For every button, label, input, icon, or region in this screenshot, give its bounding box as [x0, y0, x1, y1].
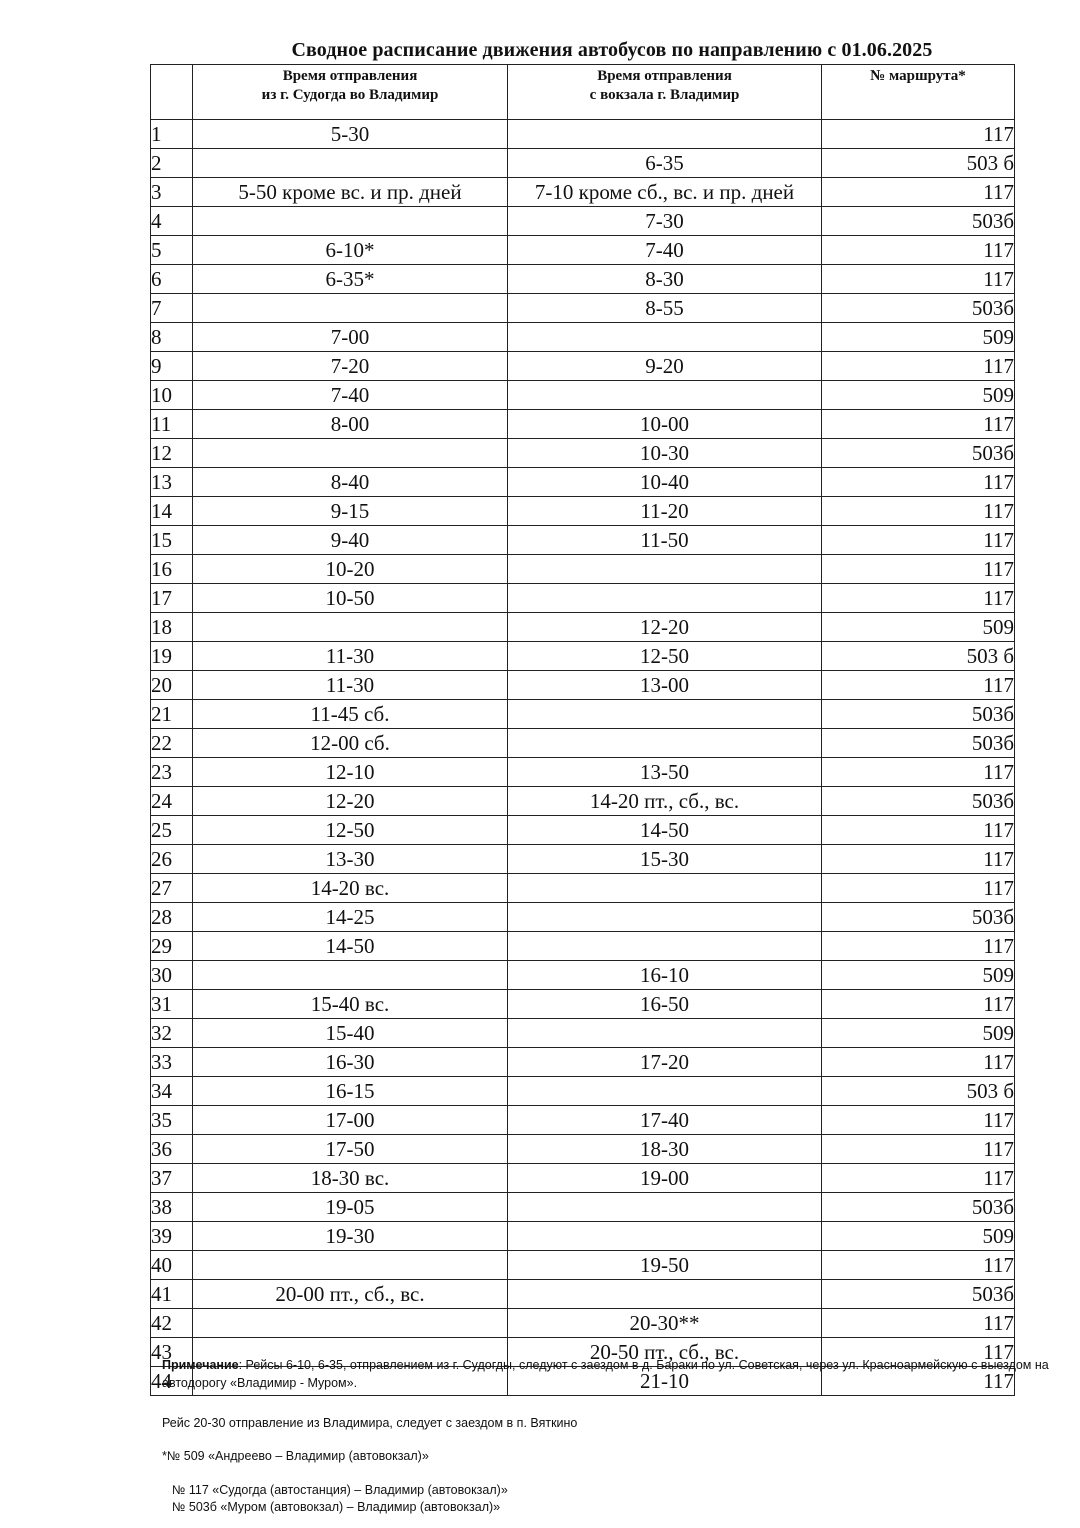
cell-from-sudogda: 5-30	[193, 120, 508, 149]
cell-route: 509	[822, 613, 1015, 642]
table-row	[151, 1222, 1015, 1251]
cell-route: 117	[822, 120, 1015, 149]
cell-route: 503б	[822, 729, 1015, 758]
cell-route: 117	[822, 1367, 1015, 1396]
header-from-vladimir-line1: Время отправления	[597, 68, 732, 84]
cell-from-sudogda: 10-50	[193, 584, 508, 613]
table-row	[151, 149, 1015, 178]
cell-from-sudogda: 11-30	[193, 671, 508, 700]
cell-from-vladimir: 20-50 пт., сб., вс.	[508, 1338, 822, 1367]
cell-from-sudogda	[193, 613, 508, 642]
cell-route: 509	[822, 323, 1015, 352]
note-text: : Рейсы 6-10, 6-35, отправлением из г. Судогды, следуют с заездом в д. Бараки по ул. Советская, через ул. Красноармейскую с выездом на автодорогу «Владимир - Муром».	[162, 1358, 1049, 1390]
cell-from-sudogda: 20-00 пт., сб., вс.	[193, 1280, 508, 1309]
cell-from-vladimir	[508, 874, 822, 903]
cell-route: 117	[822, 671, 1015, 700]
cell-num: 21	[151, 700, 193, 729]
table-row	[151, 700, 1015, 729]
cell-from-vladimir: 20-30**	[508, 1309, 822, 1338]
cell-from-sudogda: 8-40	[193, 468, 508, 497]
cell-from-vladimir: 10-40	[508, 468, 822, 497]
cell-route: 503 б	[822, 149, 1015, 178]
cell-route: 117	[822, 1164, 1015, 1193]
cell-route: 503б	[822, 439, 1015, 468]
cell-route: 503б	[822, 700, 1015, 729]
table-row	[151, 1048, 1015, 1077]
cell-num: 1	[151, 120, 193, 149]
cell-from-vladimir: 10-00	[508, 410, 822, 439]
cell-route: 117	[822, 990, 1015, 1019]
table-row	[151, 613, 1015, 642]
cell-from-vladimir	[508, 700, 822, 729]
cell-num: 34	[151, 1077, 193, 1106]
cell-from-vladimir: 14-50	[508, 816, 822, 845]
cell-num: 25	[151, 816, 193, 845]
cell-from-sudogda: 16-15	[193, 1077, 508, 1106]
cell-from-vladimir	[508, 1222, 822, 1251]
cell-from-sudogda: 14-50	[193, 932, 508, 961]
header-route: № маршрута*	[822, 65, 1015, 120]
cell-route: 117	[822, 410, 1015, 439]
table-row	[151, 1077, 1015, 1106]
cell-route: 117	[822, 265, 1015, 294]
cell-from-vladimir	[508, 729, 822, 758]
cell-from-sudogda: 15-40	[193, 1019, 508, 1048]
cell-num: 14	[151, 497, 193, 526]
note-villages	[162, 1356, 1062, 1392]
cell-num: 26	[151, 845, 193, 874]
table-row	[151, 874, 1015, 903]
table-row	[151, 990, 1015, 1019]
cell-from-sudogda	[193, 149, 508, 178]
cell-route: 117	[822, 874, 1015, 903]
cell-from-sudogda: 12-20	[193, 787, 508, 816]
cell-route: 117	[822, 526, 1015, 555]
cell-from-sudogda: 15-40 вс.	[193, 990, 508, 1019]
cell-num: 3	[151, 178, 193, 207]
cell-num: 19	[151, 642, 193, 671]
table-row	[151, 178, 1015, 207]
table-row	[151, 265, 1015, 294]
table-row	[151, 555, 1015, 584]
cell-route: 117	[822, 845, 1015, 874]
cell-from-vladimir: 15-30	[508, 845, 822, 874]
cell-num: 41	[151, 1280, 193, 1309]
schedule-table	[150, 64, 1015, 1396]
cell-from-sudogda: 17-00	[193, 1106, 508, 1135]
schedule-body	[151, 120, 1015, 1396]
cell-route: 117	[822, 352, 1015, 381]
table-row	[151, 816, 1015, 845]
table-row	[151, 932, 1015, 961]
table-row	[151, 1251, 1015, 1280]
cell-from-vladimir	[508, 932, 822, 961]
cell-num: 29	[151, 932, 193, 961]
cell-route: 503 б	[822, 642, 1015, 671]
table-header-row	[151, 65, 1015, 120]
cell-from-sudogda: 6-35*	[193, 265, 508, 294]
cell-num: 13	[151, 468, 193, 497]
cell-route: 503 б	[822, 1077, 1015, 1106]
table-row	[151, 120, 1015, 149]
cell-from-vladimir: 13-50	[508, 758, 822, 787]
route-legend-509: *№ 509 «Андреево – Владимир (автовокзал)»	[162, 1449, 429, 1463]
cell-num: 18	[151, 613, 193, 642]
table-row	[151, 1193, 1015, 1222]
cell-from-vladimir: 12-50	[508, 642, 822, 671]
cell-from-sudogda: 13-30	[193, 845, 508, 874]
cell-route: 509	[822, 961, 1015, 990]
cell-from-vladimir: 16-10	[508, 961, 822, 990]
cell-from-vladimir	[508, 1077, 822, 1106]
cell-from-sudogda: 14-25	[193, 903, 508, 932]
cell-num: 9	[151, 352, 193, 381]
cell-from-vladimir: 8-55	[508, 294, 822, 323]
table-row	[151, 381, 1015, 410]
cell-num: 27	[151, 874, 193, 903]
cell-route: 117	[822, 816, 1015, 845]
table-row	[151, 758, 1015, 787]
cell-num: 43	[151, 1338, 193, 1367]
cell-route: 117	[822, 758, 1015, 787]
cell-route: 117	[822, 178, 1015, 207]
cell-route: 117	[822, 932, 1015, 961]
cell-from-vladimir: 14-20 пт., сб., вс.	[508, 787, 822, 816]
cell-from-vladimir	[508, 1193, 822, 1222]
table-row	[151, 236, 1015, 265]
cell-from-vladimir	[508, 1280, 822, 1309]
cell-num: 22	[151, 729, 193, 758]
cell-from-sudogda: 8-00	[193, 410, 508, 439]
header-from-vladimir	[508, 65, 822, 120]
cell-num: 8	[151, 323, 193, 352]
cell-route: 509	[822, 1222, 1015, 1251]
cell-num: 4	[151, 207, 193, 236]
cell-from-vladimir	[508, 120, 822, 149]
cell-route: 503б	[822, 294, 1015, 323]
cell-route: 117	[822, 1135, 1015, 1164]
cell-num: 5	[151, 236, 193, 265]
route-legend-117: № 117 «Судогда (автостанция) – Владимир (автовокзал)»	[172, 1483, 508, 1497]
cell-from-vladimir	[508, 903, 822, 932]
cell-from-vladimir: 7-30	[508, 207, 822, 236]
cell-from-sudogda: 7-00	[193, 323, 508, 352]
cell-from-vladimir: 19-00	[508, 1164, 822, 1193]
cell-num: 33	[151, 1048, 193, 1077]
cell-from-vladimir: 11-20	[508, 497, 822, 526]
table-row	[151, 1164, 1015, 1193]
table-row	[151, 439, 1015, 468]
cell-route: 503б	[822, 1280, 1015, 1309]
table-row	[151, 526, 1015, 555]
cell-from-sudogda: 12-10	[193, 758, 508, 787]
cell-num: 35	[151, 1106, 193, 1135]
note-label: Примечание	[162, 1358, 239, 1372]
cell-from-sudogda: 12-00 сб.	[193, 729, 508, 758]
route-legend-503b: № 503б «Муром (автовокзал) – Владимир (автовокзал)»	[172, 1500, 501, 1514]
table-row	[151, 1280, 1015, 1309]
cell-route: 509	[822, 381, 1015, 410]
cell-num: 2	[151, 149, 193, 178]
cell-from-vladimir: 13-00	[508, 671, 822, 700]
cell-num: 44	[151, 1367, 193, 1396]
cell-route: 117	[822, 1106, 1015, 1135]
cell-from-vladimir: 17-20	[508, 1048, 822, 1077]
cell-route: 117	[822, 555, 1015, 584]
cell-from-vladimir: 19-50	[508, 1251, 822, 1280]
cell-num: 6	[151, 265, 193, 294]
cell-num: 12	[151, 439, 193, 468]
cell-from-sudogda	[193, 961, 508, 990]
cell-route: 117	[822, 1251, 1015, 1280]
header-num	[151, 65, 193, 120]
cell-from-vladimir: 12-20	[508, 613, 822, 642]
table-row	[151, 584, 1015, 613]
cell-route: 117	[822, 497, 1015, 526]
cell-from-sudogda	[193, 1251, 508, 1280]
table-row	[151, 729, 1015, 758]
cell-num: 17	[151, 584, 193, 613]
cell-from-sudogda	[193, 294, 508, 323]
cell-from-vladimir: 18-30	[508, 1135, 822, 1164]
cell-from-sudogda: 19-30	[193, 1222, 508, 1251]
table-row	[151, 903, 1015, 932]
table-row	[151, 642, 1015, 671]
table-row	[151, 1135, 1015, 1164]
cell-from-sudogda: 11-30	[193, 642, 508, 671]
cell-from-vladimir: 9-20	[508, 352, 822, 381]
table-row	[151, 207, 1015, 236]
table-row	[151, 294, 1015, 323]
cell-from-vladimir: 11-50	[508, 526, 822, 555]
cell-route: 509	[822, 1019, 1015, 1048]
cell-num: 7	[151, 294, 193, 323]
table-row	[151, 323, 1015, 352]
note-2030: Рейс 20-30 отправление из Владимира, следует с заездом в п. Вяткино	[162, 1416, 578, 1430]
cell-from-vladimir	[508, 584, 822, 613]
cell-route: 117	[822, 468, 1015, 497]
cell-from-vladimir: 8-30	[508, 265, 822, 294]
cell-num: 32	[151, 1019, 193, 1048]
table-row	[151, 961, 1015, 990]
cell-from-vladimir: 16-50	[508, 990, 822, 1019]
cell-num: 36	[151, 1135, 193, 1164]
cell-from-sudogda: 9-15	[193, 497, 508, 526]
cell-from-vladimir	[508, 555, 822, 584]
cell-num: 40	[151, 1251, 193, 1280]
cell-num: 28	[151, 903, 193, 932]
cell-from-sudogda: 16-30	[193, 1048, 508, 1077]
notes-section	[162, 1356, 1062, 1516]
cell-num: 30	[151, 961, 193, 990]
table-row	[151, 1309, 1015, 1338]
page-title: Сводное расписание движения автобусов по направлению с 01.06.2025	[291, 39, 933, 61]
cell-num: 42	[151, 1309, 193, 1338]
cell-from-vladimir	[508, 1019, 822, 1048]
table-row	[151, 671, 1015, 700]
cell-num: 31	[151, 990, 193, 1019]
cell-from-sudogda: 5-50 кроме вс. и пр. дней	[193, 178, 508, 207]
cell-from-sudogda	[193, 439, 508, 468]
cell-from-sudogda: 18-30 вс.	[193, 1164, 508, 1193]
cell-num: 23	[151, 758, 193, 787]
cell-route: 503б	[822, 1193, 1015, 1222]
cell-route: 117	[822, 1338, 1015, 1367]
cell-num: 11	[151, 410, 193, 439]
cell-from-sudogda: 11-45 сб.	[193, 700, 508, 729]
cell-from-sudogda: 19-05	[193, 1193, 508, 1222]
cell-from-vladimir: 10-30	[508, 439, 822, 468]
cell-from-sudogda: 12-50	[193, 816, 508, 845]
header-from-vladimir-line2: с вокзала г. Владимир	[589, 87, 740, 103]
cell-from-sudogda: 6-10*	[193, 236, 508, 265]
cell-from-vladimir: 7-10 кроме сб., вс. и пр. дней	[508, 178, 822, 207]
table-row	[151, 468, 1015, 497]
cell-route: 503б	[822, 207, 1015, 236]
cell-from-vladimir	[508, 381, 822, 410]
cell-num: 37	[151, 1164, 193, 1193]
cell-num: 24	[151, 787, 193, 816]
cell-route: 503б	[822, 903, 1015, 932]
cell-from-sudogda: 17-50	[193, 1135, 508, 1164]
cell-from-sudogda	[193, 1309, 508, 1338]
cell-from-sudogda: 7-40	[193, 381, 508, 410]
cell-route: 117	[822, 584, 1015, 613]
cell-from-sudogda: 9-40	[193, 526, 508, 555]
table-row	[151, 352, 1015, 381]
table-row	[151, 1019, 1015, 1048]
cell-num: 16	[151, 555, 193, 584]
cell-route: 117	[822, 1048, 1015, 1077]
cell-route: 117	[822, 236, 1015, 265]
cell-from-sudogda: 7-20	[193, 352, 508, 381]
route-legend	[162, 1482, 1062, 1516]
table-row	[151, 1106, 1015, 1135]
table-row	[151, 787, 1015, 816]
cell-from-vladimir: 17-40	[508, 1106, 822, 1135]
table-row	[151, 845, 1015, 874]
cell-from-vladimir	[508, 323, 822, 352]
cell-from-vladimir: 21-10	[508, 1367, 822, 1396]
header-from-sudogda-line2: из г. Судогда во Владимир	[261, 87, 439, 103]
header-from-sudogda-line1: Время отправления	[282, 68, 418, 84]
header-from-sudogda	[193, 65, 508, 120]
cell-num: 10	[151, 381, 193, 410]
table-row	[151, 410, 1015, 439]
cell-from-sudogda: 14-20 вс.	[193, 874, 508, 903]
cell-num: 38	[151, 1193, 193, 1222]
cell-num: 15	[151, 526, 193, 555]
cell-from-vladimir: 6-35	[508, 149, 822, 178]
cell-route: 503б	[822, 787, 1015, 816]
cell-from-sudogda: 10-20	[193, 555, 508, 584]
cell-num: 39	[151, 1222, 193, 1251]
table-row	[151, 497, 1015, 526]
cell-route: 117	[822, 1309, 1015, 1338]
cell-num: 20	[151, 671, 193, 700]
cell-from-vladimir: 7-40	[508, 236, 822, 265]
cell-from-sudogda	[193, 207, 508, 236]
